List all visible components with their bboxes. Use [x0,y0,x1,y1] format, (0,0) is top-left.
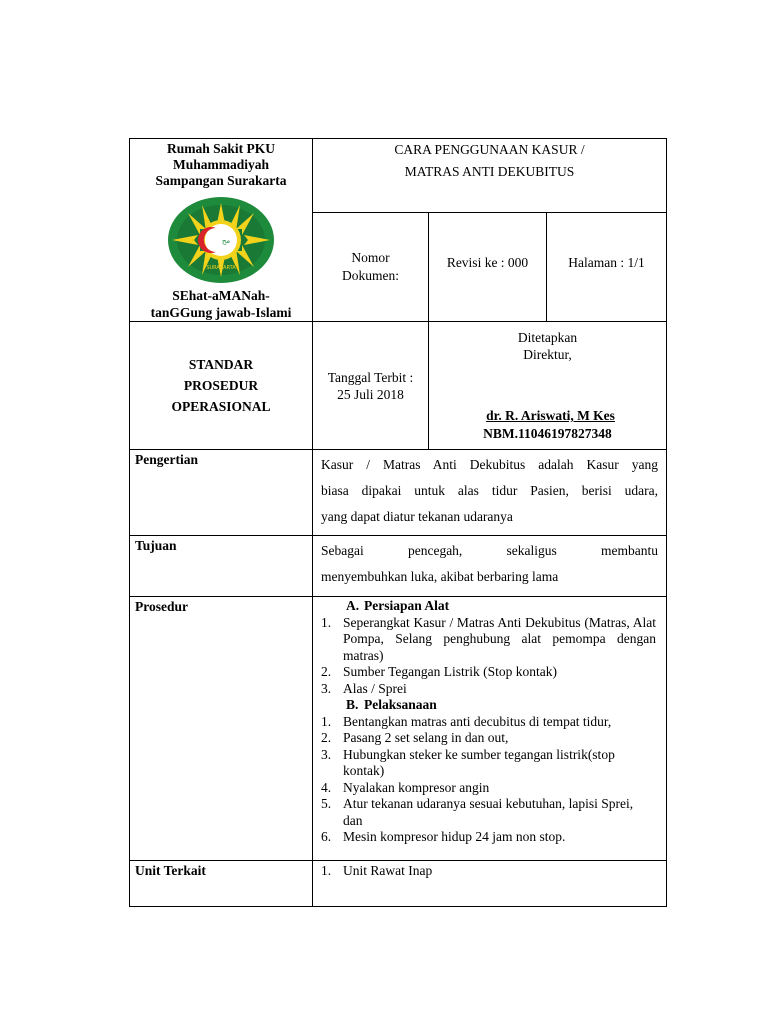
tujuan-content: Sebagai pencegah, sekaligus membantu menyembuhkan luka, akibat berbaring lama [313,536,667,597]
list-item: 1. Seperangkat Kasur / Matras Anti Dekubitus (Matras, Alat Pompa, Selang penghubung alat pemompa dengan matras) [321,614,656,663]
pengertian-row [130,450,667,536]
svg-text:مح: مح [221,237,231,245]
nomor-dokumen-cell: Nomor Dokumen: [313,212,429,321]
sop-table [129,138,667,907]
list-item: 2. Pasang 2 set selang in dan out, [321,730,509,745]
revisi-cell: Revisi ke : 000 [429,212,547,321]
director-name: dr. R. Ariswati, M Kes [486,408,615,423]
list-item: 1. Unit Rawat Inap [321,863,433,878]
prosedur-content [313,597,667,861]
section-b-title: B. Pelaksanaan [346,697,437,712]
unit-terkait-content [313,861,667,907]
tanggal-terbit-cell: Tanggal Terbit : 25 Juli 2018 [313,322,429,450]
ditetapkan-cell: Ditetapkan Direktur, dr. R. Ariswati, M Kes NBM.11046197827348 [429,322,667,450]
muhammadiyah-logo-icon [166,195,276,285]
sop-label: STANDAR PROSEDUR OPERASIONAL [130,322,313,450]
hospital-logo [130,195,312,285]
list-item: 5. Atur tekanan udaranya sesuai kebutuhan, lapisi Sprei, dan [321,796,634,828]
document-title: CARA PENGGUNAAN KASUR / MATRAS ANTI DEKUBITUS [313,139,667,213]
unit-terkait-row [130,861,667,907]
tujuan-row [130,536,667,597]
unit-list [321,863,658,880]
hospital-cell [130,139,313,322]
unit-terkait-label: Unit Terkait [130,861,313,907]
hospital-motto: SEhat-aMANah- tanGGung jawab-Islami [150,288,292,320]
pengertian-content: Kasur / Matras Anti Dekubitus adalah Kasur yang biasa dipakai untuk alas tidur Pasien, berisi udara, yang dapat diatur tekanan udaranya [313,450,667,536]
prosedur-row [130,597,667,861]
svg-text:SURAKARTA: SURAKARTA [206,265,236,271]
section-a-title: A. Persiapan Alat [346,598,450,613]
list-item: 2. Sumber Tegangan Listrik (Stop kontak) [321,664,558,679]
tujuan-label: Tujuan [130,536,313,597]
director-nbm: NBM.11046197827348 [483,426,612,441]
halaman-cell: Halaman : 1/1 [547,212,667,321]
list-item: 4. Nyalakan kompresor angin [321,779,490,795]
section-a-list [321,615,656,698]
prosedur-label: Prosedur [130,597,313,861]
hospital-name: Rumah Sakit PKU Muhammadiyah Sampangan Surakarta [155,141,287,188]
pengertian-label: Pengertian [130,450,313,536]
list-item: 3. Alas / Sprei [321,680,407,696]
section-b-list [321,714,656,846]
sop-document [129,138,666,907]
list-item: 6. Mesin kompresor hidup 24 jam non stop. [321,829,566,844]
list-item: 3. Hubungkan steker ke sumber tegangan listrik(stop kontak) [321,746,615,778]
list-item: 1. Bentangkan matras anti decubitus di tempat tidur, [321,713,612,729]
